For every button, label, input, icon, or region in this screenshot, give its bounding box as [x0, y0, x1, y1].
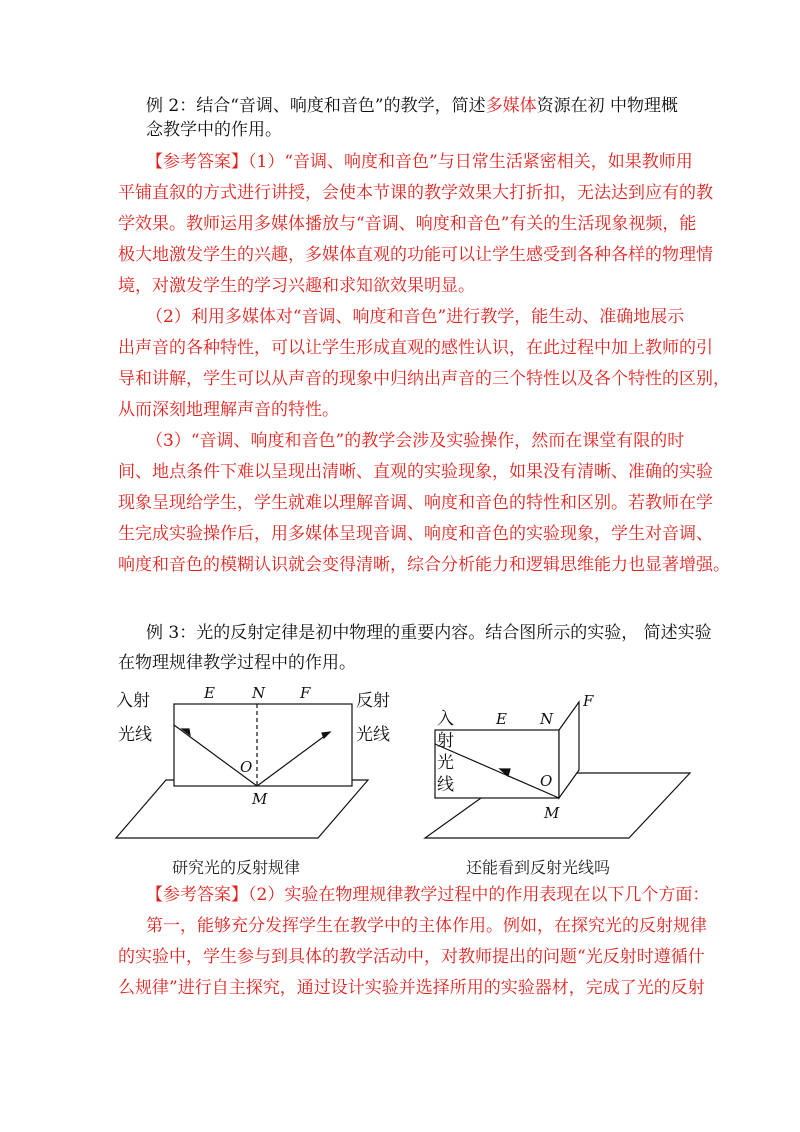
left-reflect-label-1: 反射 — [356, 691, 390, 711]
example2-line1 — [146, 94, 678, 118]
example2-highlight: 多媒体 — [485, 96, 537, 116]
right-label-O: O — [540, 772, 553, 790]
example2-line2: 念教学中的作用。 — [146, 120, 282, 140]
answer2-line: 间、地点条件下难以呈现出清晰、直观的实验现象，如果没有清晰、准确的实验 — [118, 462, 713, 482]
answer2-line: 平铺直叙的方式进行讲授，会使本节课的教学效果大打折扣，无法达到应有的教 — [118, 183, 713, 203]
reflection-diagram — [112, 680, 692, 880]
right-incident-label: 光 — [437, 753, 454, 773]
left-plane — [116, 780, 368, 838]
answer2-line: 【参考答案】（1）“音调、响度和音色”与日常生活紧密相关，如果教师用 — [146, 152, 693, 172]
left-incident-label-2: 光线 — [118, 725, 152, 745]
right-label-E: E — [496, 710, 507, 728]
right-label-F: F — [583, 692, 594, 710]
answer2-line: 极大地激发学生的兴趣，多媒体直观的功能可以让学生感受到各种各样的物理情 — [118, 245, 713, 265]
answer2-line: （2）利用多媒体对“音调、响度和音色”进行教学，能生动、准确地展示 — [146, 307, 685, 327]
answer3-line: 的实验中，学生参与到具体的教学活动中，对教师提出的问题“光反射时遵循什 — [118, 947, 705, 967]
right-folded-board — [559, 702, 579, 798]
answer3-line: 【参考答案】（2）实验在物理规律教学过程中的作用表现在以下几个方面： — [146, 885, 710, 905]
example2-text-a: 例 2：结合“音调、响度和音色”的教学，简述 — [146, 96, 486, 116]
answer2-line: 境，对激发学生的学习兴趣和求知欲效果明显。 — [118, 276, 475, 296]
answer2-line: 出声音的各种特性，可以让学生形成直观的感性认识，在此过程中加上教师的引 — [118, 338, 713, 358]
right-label-M: M — [544, 804, 560, 822]
right-incident-label: 入 — [437, 709, 454, 729]
answer3-line: 第一，能够充分发挥学生在教学中的主体作用。例如，在探究光的反射规律 — [146, 916, 707, 936]
answer2-line: 导和讲解，学生可以从声音的现象中归纳出声音的三个特性以及各个特性的区别， — [118, 369, 730, 389]
example3-line2: 在物理规律教学过程中的作用。 — [118, 653, 356, 673]
right-label-N: N — [540, 710, 554, 728]
left-incident-label-1: 入射 — [116, 691, 150, 711]
left-label-O: O — [240, 758, 253, 776]
left-figure-caption: 研究光的反射规律 — [172, 858, 301, 877]
right-figure-caption: 还能看到反射光线吗 — [466, 858, 611, 877]
answer2-line: 从而深刻地理解声音的特性。 — [118, 400, 339, 420]
example2-text-b: 资源在初 中物理概 — [536, 96, 679, 116]
left-label-F: F — [300, 684, 311, 702]
left-reflect-label-2: 光线 — [356, 725, 390, 745]
left-label-M: M — [252, 790, 268, 808]
left-label-E: E — [204, 684, 215, 702]
left-label-N: N — [252, 684, 266, 702]
right-incident-label: 线 — [437, 775, 454, 795]
answer2-line: 学效果。教师运用多媒体播放与“音调、响度和音色”有关的生活现象视频，能 — [118, 214, 697, 234]
right-incident-label: 射 — [437, 731, 454, 751]
reflection-figure — [112, 680, 692, 880]
answer3-line: 么规律”进行自主探究，通过设计实验并选择所用的实验器材，完成了光的反射 — [118, 978, 705, 998]
answer2-line: 响度和音色的模糊认识就会变得清晰，综合分析能力和逻辑思维能力也显著增强。 — [118, 555, 730, 575]
example3-line1: 例 3：光的反射定律是初中物理的重要内容。结合图所示的实验， 简述实验 — [146, 623, 712, 643]
answer2-line: 生完成实验操作后，用多媒体呈现音调、响度和音色的实验现象，学生对音调、 — [118, 524, 713, 544]
answer2-line: （3）“音调、响度和音色”的教学会涉及实验操作，然而在课堂有限的时 — [146, 431, 685, 451]
answer2-line: 现象呈现给学生，学生就难以理解音调、响度和音色的特性和区别。若教师在学 — [118, 493, 713, 513]
